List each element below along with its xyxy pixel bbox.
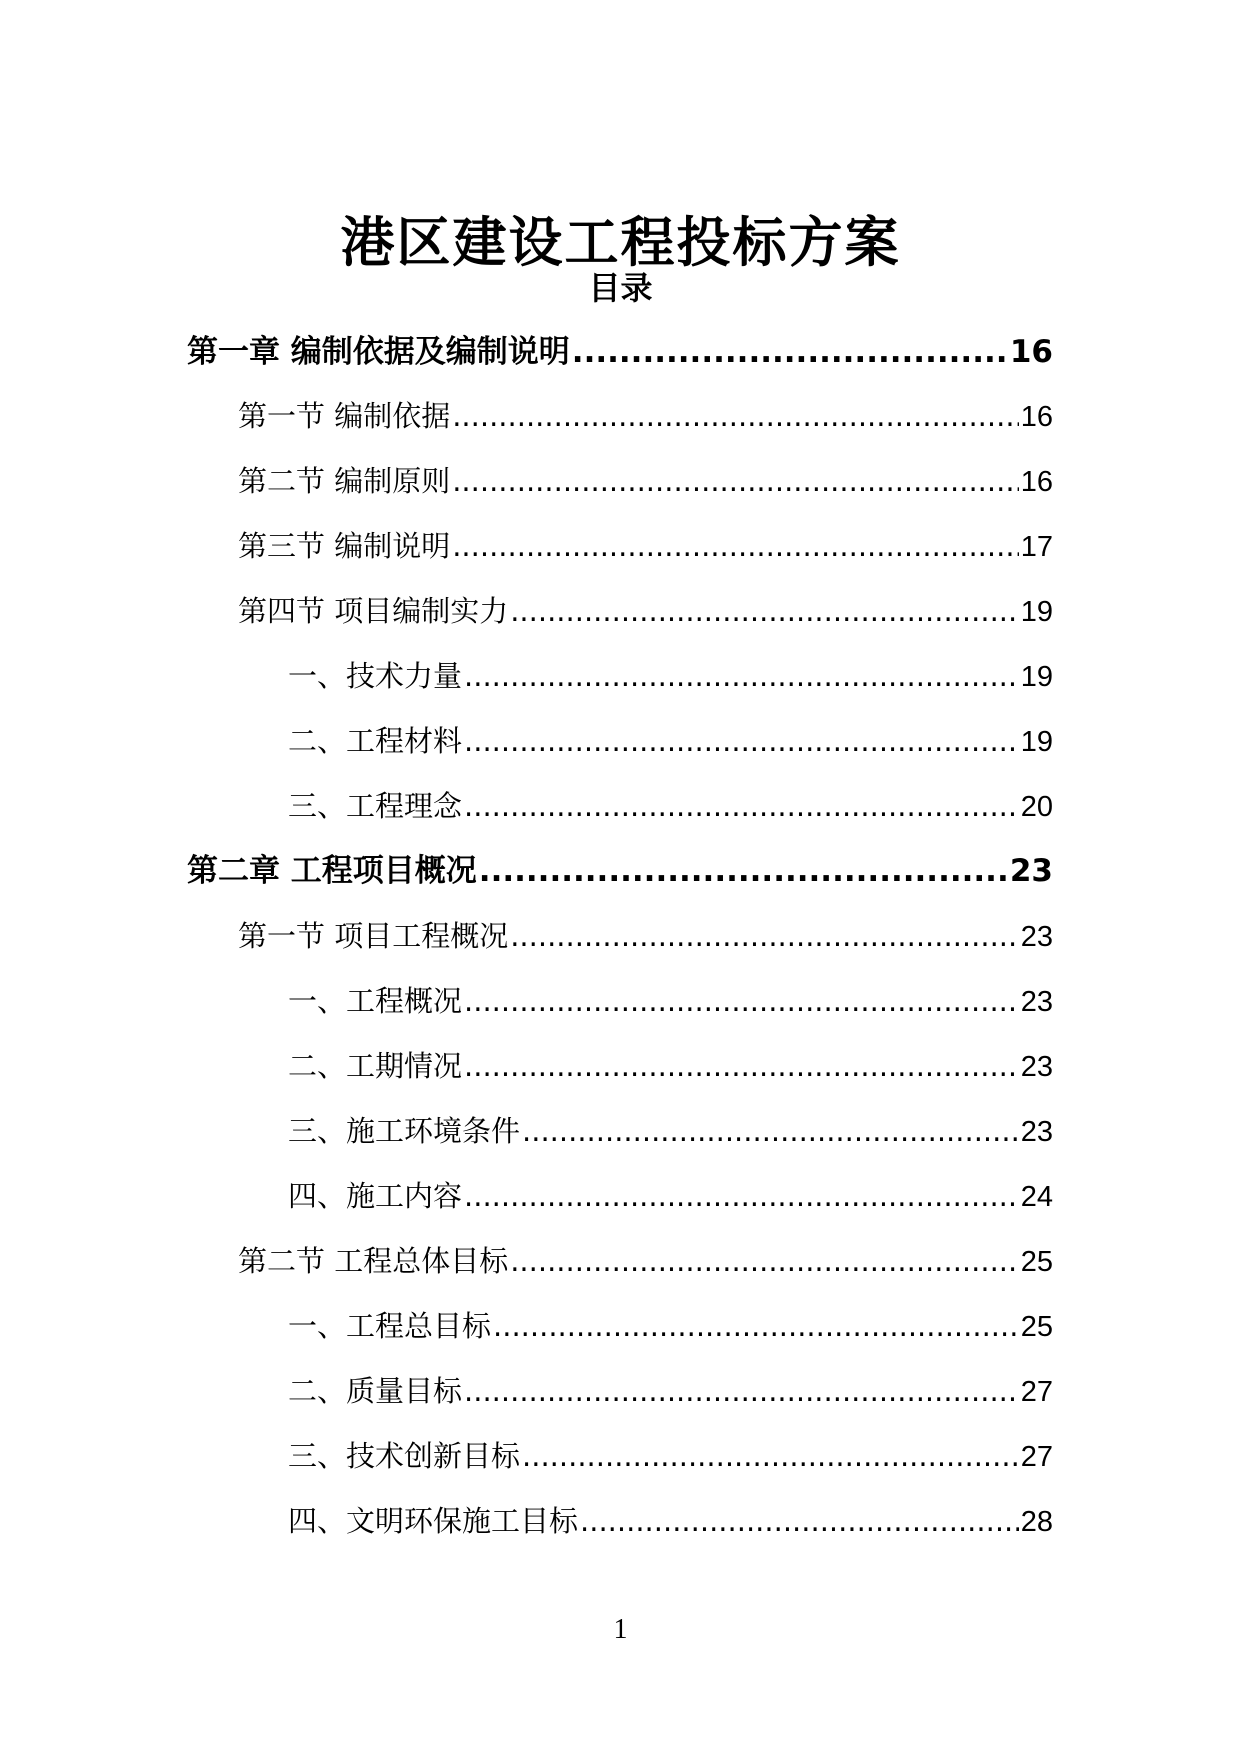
toc-dot-leader: [452, 394, 1019, 438]
toc-entry-page: 28: [1020, 1506, 1053, 1538]
toc-entry-label: 二、质量目标: [288, 1374, 463, 1408]
toc-entry-label: 第二节 编制原则: [238, 464, 451, 498]
toc-entry-page: 23: [1009, 853, 1053, 889]
toc-dot-leader: [464, 654, 1019, 698]
toc-dot-leader: [464, 1174, 1019, 1218]
toc-heading: 目录: [588, 269, 653, 307]
document-title: 港区建设工程投标方案: [340, 211, 901, 275]
toc-dot-leader: [522, 1109, 1019, 1153]
toc-dot-leader: [510, 1239, 1019, 1283]
toc-entry-subsection[interactable]: [288, 1369, 1053, 1413]
toc-entry-page: 24: [1020, 1181, 1053, 1213]
toc-entry-page: 23: [1020, 1051, 1053, 1083]
toc-entry-label: 第一节 项目工程概况: [238, 919, 509, 953]
toc-entry-subsection[interactable]: [288, 1434, 1053, 1478]
toc-dot-leader: [572, 330, 1008, 374]
toc-dot-leader: [464, 784, 1019, 828]
toc-entry-page: 16: [1020, 466, 1053, 498]
toc-entry-subsection[interactable]: [288, 654, 1053, 698]
toc-entry-subsection[interactable]: [288, 1109, 1053, 1153]
toc-entry-label: 二、工期情况: [288, 1049, 463, 1083]
toc-entry-page: 19: [1020, 596, 1053, 628]
toc-entry-section[interactable]: [238, 589, 1053, 633]
toc-entry-section[interactable]: [238, 914, 1053, 958]
toc-entry-section[interactable]: [238, 459, 1053, 503]
toc-entry-label: 二、工程材料: [288, 724, 463, 758]
toc-entry-subsection[interactable]: [288, 1499, 1053, 1543]
toc-entry-page: 27: [1020, 1441, 1053, 1473]
toc-dot-leader: [479, 849, 1008, 893]
toc-entry-label: 第一节 编制依据: [238, 399, 451, 433]
toc-entry-label: 第一章 编制依据及编制说明: [187, 334, 570, 370]
toc-dot-leader: [464, 979, 1019, 1023]
toc-entry-chapter-2[interactable]: [187, 849, 1053, 893]
toc-entry-page: 16: [1020, 401, 1053, 433]
toc-entry-section[interactable]: [238, 524, 1053, 568]
toc-entry-page: 25: [1020, 1311, 1053, 1343]
toc-entry-label: 一、工程总目标: [288, 1309, 492, 1343]
toc-dot-leader: [522, 1434, 1019, 1478]
toc-entry-page: 19: [1020, 661, 1053, 693]
toc-dot-leader: [510, 589, 1019, 633]
toc-entry-subsection[interactable]: [288, 784, 1053, 828]
toc-entry-label: 一、技术力量: [288, 659, 463, 693]
toc-entry-label: 第二节 工程总体目标: [238, 1244, 509, 1278]
toc-dot-leader: [493, 1304, 1019, 1348]
toc-entry-label: 第二章 工程项目概况: [187, 853, 477, 889]
toc-entry-page: 23: [1020, 1116, 1053, 1148]
toc-entry-label: 三、工程理念: [288, 789, 463, 823]
toc-entry-page: 27: [1020, 1376, 1053, 1408]
toc-entry-label: 一、工程概况: [288, 984, 463, 1018]
toc-entry-label: 第四节 项目编制实力: [238, 594, 509, 628]
toc-entry-subsection[interactable]: [288, 719, 1053, 763]
toc-entry-label: 三、施工环境条件: [288, 1114, 521, 1148]
toc-entry-chapter-1[interactable]: [187, 330, 1053, 374]
toc-dot-leader: [452, 524, 1019, 568]
toc-dot-leader: [580, 1499, 1019, 1543]
toc-entry-page: 23: [1020, 986, 1053, 1018]
toc-entry-page: 19: [1020, 726, 1053, 758]
toc-dot-leader: [510, 914, 1019, 958]
toc-dot-leader: [464, 1044, 1019, 1088]
toc-dot-leader: [452, 459, 1019, 503]
toc-entry-page: 16: [1009, 334, 1053, 370]
toc-entry-section[interactable]: [238, 1239, 1053, 1283]
toc-entry-subsection[interactable]: [288, 979, 1053, 1023]
toc-entry-subsection[interactable]: [288, 1174, 1053, 1218]
toc-entry-label: 四、施工内容: [288, 1179, 463, 1213]
toc-entry-page: 25: [1020, 1246, 1053, 1278]
toc-entry-page: 17: [1020, 531, 1053, 563]
toc-entry-label: 四、文明环保施工目标: [288, 1504, 579, 1538]
toc-entry-subsection[interactable]: [288, 1304, 1053, 1348]
toc-dot-leader: [464, 719, 1019, 763]
toc-entry-label: 第三节 编制说明: [238, 529, 451, 563]
toc-entry-page: 23: [1020, 921, 1053, 953]
page-number: 1: [613, 1614, 628, 1645]
toc-entry-label: 三、技术创新目标: [288, 1439, 521, 1473]
toc-entry-subsection[interactable]: [288, 1044, 1053, 1088]
toc-dot-leader: [464, 1369, 1019, 1413]
toc-entry-page: 20: [1020, 791, 1053, 823]
toc-entry-section[interactable]: [238, 394, 1053, 438]
